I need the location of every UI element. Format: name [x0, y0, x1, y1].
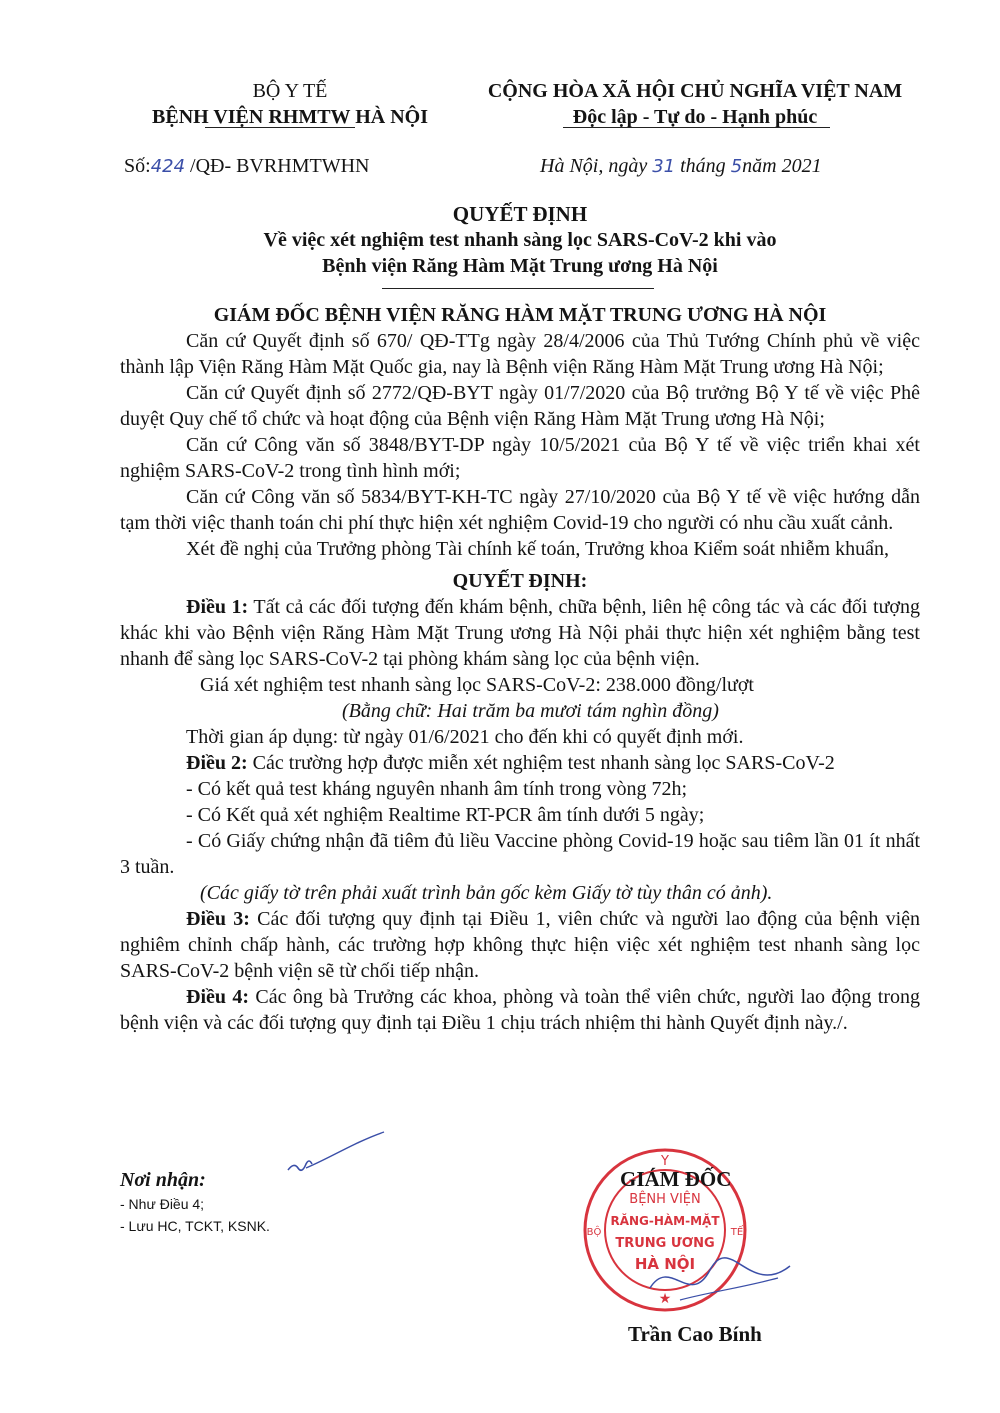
article-4-text: Các ông bà Trưởng các khoa, phòng và toàn thể viên chức, người lao động trong bệnh viện và các đối tượng quy định tại Điều 1 chịu trách nhiệm thi hành Quyết định này./.: [120, 986, 920, 1034]
seal-top-text: Y: [661, 1154, 669, 1169]
document-body: [120, 300, 920, 1036]
exemption-item: - Có kết quả test kháng nguyên nhanh âm tính trong vòng 72h;: [186, 778, 688, 800]
hospital-name: BỆNH VIỆN RHMTW HÀ NỘI: [152, 106, 428, 128]
national-motto: Độc lập - Tự do - Hạnh phúc: [572, 106, 818, 128]
title-main: QUYẾT ĐỊNH: [452, 202, 588, 226]
issuing-authority: [120, 78, 460, 130]
director-signature: [640, 1248, 800, 1318]
title-subject-line1: Về việc xét nghiệm test nhanh sàng lọc SARS-CoV-2 khi vào: [263, 229, 777, 251]
date-year: năm 2021: [742, 155, 822, 177]
basis-paragraph: Căn cứ Quyết định số 2772/QĐ-BYT ngày 01/7/2020 của Bộ trưởng Bộ Y tế về việc Phê duyệt Quy chế tổ chức và hoạt động của Bệnh viện Răng Hàm Mặt Trung ương Hà Nội;: [120, 382, 920, 430]
basis-paragraph: Căn cứ Công văn số 5834/BYT-KH-TC ngày 27/10/2020 của Bộ Y tế về việc hướng dẫn tạm thời việc thanh toán chi phí thực hiện xét nghiệm Covid-19 cho người có nhu cầu xuất cảnh.: [120, 486, 920, 534]
decision-heading: QUYẾT ĐỊNH:: [452, 570, 588, 592]
authority-heading: GIÁM ĐỐC BỆNH VIỆN RĂNG HÀM MẶT TRUNG ƯƠNG HÀ NỘI: [213, 304, 827, 326]
seal-left-text: BỘ: [586, 1227, 602, 1238]
seal-line-1: BỆNH VIỆN: [629, 1192, 701, 1207]
date-day: 31: [652, 156, 676, 177]
divider: [563, 127, 830, 128]
document-title: [120, 201, 920, 279]
article-2: [120, 750, 920, 776]
number-suffix: /QĐ- BVRHMTWHN: [190, 155, 370, 177]
proposal-paragraph: Xét đề nghị của Trưởng phòng Tài chính kế toán, Trưởng khoa Kiểm soát nhiễm khuẩn,: [186, 538, 889, 560]
article-1: [120, 594, 920, 672]
recipients: [120, 1167, 270, 1237]
price-in-words: (Bằng chữ: Hai trăm ba mươi tám nghìn đồng): [342, 700, 719, 722]
recipients-label: Nơi nhận:: [120, 1169, 206, 1191]
article-4: [120, 984, 920, 1036]
national-heading: [465, 78, 925, 130]
article-3-text: Các đối tượng quy định tại Điều 1, viên chức và người lao động của bệnh viện nghiêm chỉnh chấp hành, các trường hợp không thực hiện việc xét nghiệm test nhanh sàng lọc SARS-CoV-2 bệnh viện sẽ từ chối tiếp nhận.: [120, 908, 921, 982]
number-prefix: Số:: [124, 155, 151, 177]
signer-name: Trần Cao Bính: [628, 1322, 762, 1346]
seal-line-4: HÀ NỘI: [634, 1255, 696, 1273]
article-4-label: Điều 4:: [186, 986, 250, 1008]
basis-paragraph: Căn cứ Quyết định số 670/ QĐ-TTg ngày 28/4/2006 của Thủ Tướng Chính phủ về việc thành lập Viện Răng Hàm Mặt Quốc gia, nay là Bệnh viện Răng Hàm Mặt Trung ương Hà Nội;: [120, 330, 920, 378]
article-1-text: Tất cả các đối tượng đến khám bệnh, chữa bệnh, liên hệ công tác và các đối tượng khác khi vào Bệnh viện Răng Hàm Mặt Trung ương Hà Nội phải thực hiện xét nghiệm bằng test nhanh để sàng lọc SARS-CoV-2 tại phòng khám sàng lọc của bệnh viện.: [120, 596, 920, 670]
recipient-item: - Lưu HC, TCKT, KSNK.: [120, 1218, 270, 1234]
seal-line-3: TRUNG ƯƠNG: [615, 1236, 715, 1251]
effective-date: Thời gian áp dụng: từ ngày 01/6/2021 cho đến khi có quyết định mới.: [186, 726, 744, 748]
article-2-label: Điều 2:: [186, 752, 248, 774]
date-place: Hà Nội, ngày: [540, 155, 648, 177]
article-2-text: Các trường hợp được miễn xét nghiệm test nhanh sàng lọc SARS-CoV-2: [252, 752, 835, 774]
article-3: [120, 906, 920, 984]
basis-paragraph: Căn cứ Công văn số 3848/BYT-DP ngày 10/5/2021 của Bộ Y tế về việc triển khai xét nghiệm SARS-CoV-2 trong tình hình mới;: [120, 434, 920, 482]
initial-signature: [280, 1128, 390, 1188]
divider: [382, 288, 654, 289]
exemption-item: - Có Giấy chứng nhận đã tiêm đủ liều Vaccine phòng Covid-19 hoặc sau tiêm lần 01 ít nhất 3 tuần.: [120, 830, 920, 878]
price-line: Giá xét nghiệm test nhanh sàng lọc SARS-CoV-2: 238.000 đồng/lượt: [200, 674, 754, 696]
republic-name: CỘNG HÒA XÃ HỘI CHỦ NGHĨA VIỆT NAM: [487, 80, 903, 102]
date-month-label: tháng: [680, 155, 726, 177]
issue-date: [540, 153, 822, 180]
exemption-note: (Các giấy tờ trên phải xuất trình bản gốc kèm Giấy tờ tùy thân có ảnh).: [200, 882, 773, 904]
seal-star-icon: ★: [658, 1291, 672, 1307]
document-number: [124, 153, 369, 180]
date-month: 5: [730, 156, 743, 177]
article-1-label: Điều 1:: [186, 596, 249, 618]
title-subject-line2: Bệnh viện Răng Hàm Mặt Trung ương Hà Nội: [322, 255, 718, 277]
recipient-item: - Như Điều 4;: [120, 1196, 205, 1212]
signatory-title: GIÁM ĐỐC: [620, 1167, 732, 1191]
seal-right-text: TẾ: [730, 1227, 744, 1238]
seal-line-2: RĂNG-HÀM-MẶT: [610, 1214, 720, 1228]
divider: [205, 127, 355, 128]
article-3-label: Điều 3:: [186, 908, 250, 930]
number-handwritten: 424: [150, 156, 186, 177]
ministry-name: BỘ Y TẾ: [252, 80, 328, 102]
exemption-item: - Có Kết quả xét nghiệm Realtime RT-PCR âm tính dưới 5 ngày;: [186, 804, 705, 826]
